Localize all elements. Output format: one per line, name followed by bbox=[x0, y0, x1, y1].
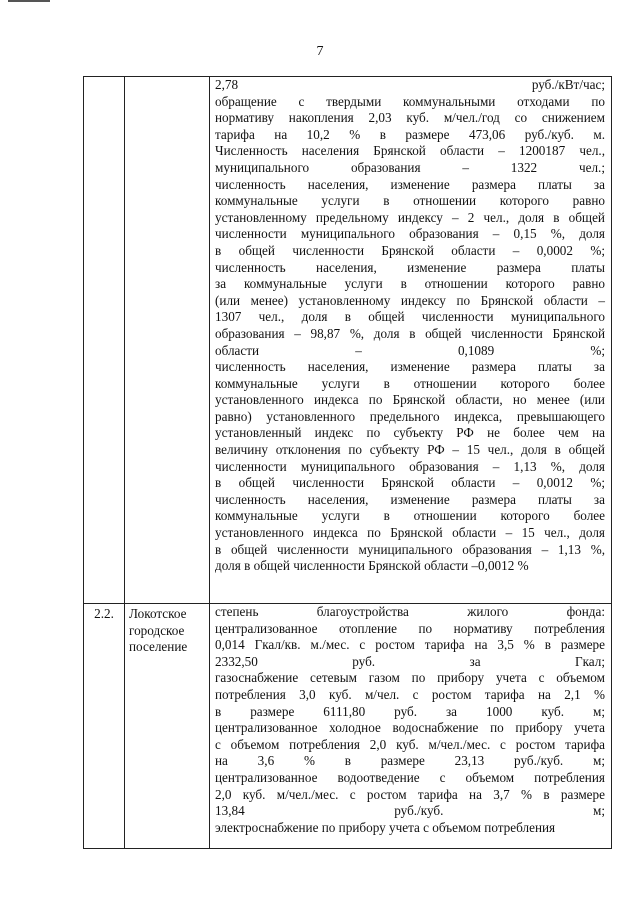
text-line: в общей численности Брянской области – 0,0002 %; bbox=[215, 242, 605, 258]
text-line: газоснабжение сетевым газом по прибору учета с объемом bbox=[215, 670, 605, 686]
text-line: в общей численности Брянской области – 0,0012 %; bbox=[215, 475, 605, 491]
text-line: величину отклонения по субъекту РФ – 15 чел., доля в общей bbox=[215, 442, 605, 458]
text-line: 2332,50 руб. за Гкал; bbox=[215, 653, 605, 669]
municipality-name-line: городское bbox=[129, 622, 185, 638]
text-line: коммунальные услуги в отношении которого равно bbox=[215, 193, 605, 209]
text-line: 1307 чел., доля в общей численности муниципального bbox=[215, 309, 605, 325]
row-number-cell: 2.2. bbox=[84, 604, 125, 849]
municipality-cell bbox=[125, 604, 210, 849]
text-line: установленный индекс по субъекту РФ не более чем на bbox=[215, 425, 605, 441]
text-line: 13,84 руб./куб. м; bbox=[215, 803, 605, 819]
text-line: численность населения, изменение размера платы за bbox=[215, 359, 605, 375]
text-line: в размере 6111,80 руб. за 1000 куб. м; bbox=[215, 703, 605, 719]
text-line: коммунальные услуги в отношении которого более bbox=[215, 508, 605, 524]
row-number-cell bbox=[84, 77, 125, 604]
municipality-name-line: Локотское bbox=[129, 606, 187, 621]
text-line: установленного индекса по Брянской области, но менее (или bbox=[215, 392, 605, 408]
text-line: установленного индекса по Брянской области – 15 чел., доля bbox=[215, 525, 605, 541]
text-line: 0,014 Гкал/кв. м./мес. с ростом тарифа на 3,5 % в размере bbox=[215, 637, 605, 653]
text-line: численность населения, изменение размера платы за bbox=[215, 491, 605, 507]
text-line: установленному предельному индексу – 2 чел., доля в общей bbox=[215, 209, 605, 225]
text-line: тарифа на 10,2 % в размере 473,06 руб./куб. м. bbox=[215, 126, 605, 142]
text-line: численности муниципального образования – 0,15 %, доля bbox=[215, 226, 605, 242]
municipality-cell bbox=[125, 77, 210, 604]
text-line: образования – 98,87 %, доля в общей численности Брянской bbox=[215, 325, 605, 341]
text-line: Численность населения Брянской области – 1200187 чел., bbox=[215, 143, 605, 159]
text-line: 2,0 куб. м/чел./мес. с ростом тарифа на 3,7 % в размере bbox=[215, 786, 605, 802]
text-line: в общей численности муниципального образования – 1,13 %, bbox=[215, 541, 605, 557]
text-line: численность населения, изменение размера платы bbox=[215, 259, 605, 275]
text-line: области – 0,1089 %; bbox=[215, 342, 605, 358]
text-line: 2,78 руб./кВт/час; bbox=[215, 77, 605, 92]
text-line: с объемом потребления 2,0 куб. м/чел./мес. с ростом тарифа bbox=[215, 736, 605, 752]
text-line: коммунальные услуги в отношении которого более bbox=[215, 375, 605, 391]
text-line: (или менее) установленному индексу по Брянской области – bbox=[215, 292, 605, 308]
corner-mark bbox=[8, 0, 50, 5]
description-cell bbox=[210, 604, 612, 849]
text-line: численность населения, изменение размера платы за bbox=[215, 176, 605, 192]
text-line: доля в общей численности Брянской области –0,0012 % bbox=[215, 558, 529, 574]
text-line: степень благоустройства жилого фонда: bbox=[215, 604, 605, 619]
text-line: централизованное водоотведение с объемом потребления bbox=[215, 769, 605, 785]
text-line: централизованное холодное водоснабжение по прибору учета bbox=[215, 720, 605, 736]
text-line: за коммунальные услуги в отношении которого равно bbox=[215, 276, 605, 292]
text-line: на 3,6 % в размере 23,13 руб./куб. м; bbox=[215, 753, 605, 769]
text-line: численности муниципального образования – 1,13 %, доля bbox=[215, 458, 605, 474]
description-cell bbox=[210, 77, 612, 604]
municipality-name-line: поселение bbox=[129, 639, 188, 655]
text-line: электроснабжение по прибору учета с объемом потребления bbox=[215, 819, 556, 835]
text-line: централизованное отопление по нормативу потребления bbox=[215, 620, 605, 636]
text-line: обращение с твердыми коммунальными отходами по bbox=[215, 93, 605, 109]
text-line: потребления 3,0 куб. м/чел. с ростом тарифа на 2,1 % bbox=[215, 686, 605, 702]
text-line: нормативу накопления 2,03 куб. м/чел./год со снижением bbox=[215, 110, 605, 126]
page-number: 7 bbox=[316, 44, 324, 59]
table-row bbox=[84, 77, 612, 604]
content-table bbox=[83, 76, 612, 849]
text-line: муниципального образования – 1322 чел.; bbox=[215, 159, 605, 175]
table-row bbox=[84, 604, 612, 849]
text-line: равно) установленного предельного индекса, превышающего bbox=[215, 408, 605, 424]
